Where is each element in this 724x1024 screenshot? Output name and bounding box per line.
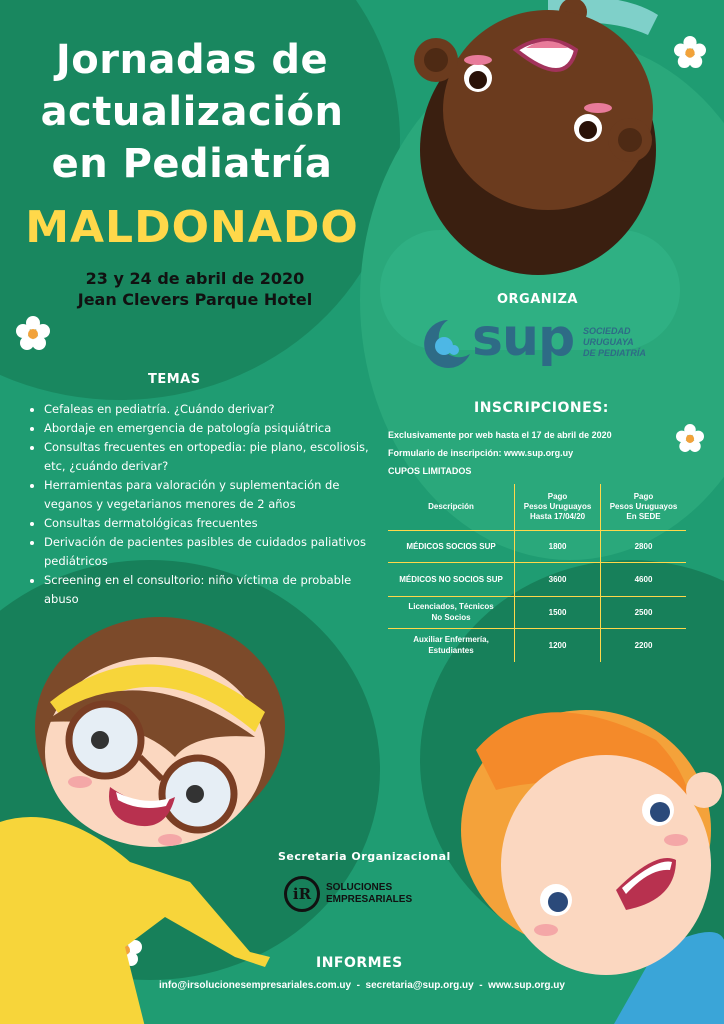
inscripciones-cupos: CUPOS LIMITADOS [388,466,472,476]
sup-mother-child-icon [418,316,472,372]
column-header-sede [601,484,686,530]
inscripciones-deadline: Exclusivamente por web hasta el 17 de abril de 2020 [388,430,612,440]
sup-logo-word: sup [472,308,575,368]
fee-early: 1500 [515,596,601,628]
fee-description-line: No Socios [431,613,471,622]
fee-description-line: Licenciados, Técnicos [408,602,494,611]
title-line: Jornadas de [55,37,329,83]
temas-list [30,400,374,609]
fee-description [388,628,515,662]
tema-item: • Derivación de pacientes pasibles de cuidados paliativos pediátricos [44,533,374,571]
ir-logo-text [326,882,412,906]
fee-description-line: Auxiliar Enfermería, [413,635,489,645]
ir-logo [284,876,444,916]
fee-description [388,596,515,628]
tema-item: • Cefaleas en pediatría. ¿Cuándo derivar? [44,400,374,419]
event-dates: 23 y 24 de abril de 2020 [85,269,305,288]
event-details [30,268,360,310]
child-illustration-boy [436,690,724,1024]
title-line: actualización [40,89,344,135]
event-city: MALDONADO [25,202,359,253]
tema-item: • Consultas frecuentes en ortopedia: pie plano, escoliosis, etc, ¿cuándo derivar? [44,438,374,476]
ir-logo-line: SOLUCIONES [326,882,393,893]
header-line: Hasta 17/04/20 [529,511,586,521]
inscripciones-heading: INSCRIPCIONES: [474,400,609,416]
inscripciones-info [388,426,708,480]
tema-item: • Consultas dermatológicas frecuentes [44,514,374,533]
organiza-heading: ORGANIZA [497,292,578,307]
fee-description: MÉDICOS SOCIOS SUP [388,530,515,562]
sup-logo-line: DE PEDIATRÍA [583,348,646,358]
sup-logo-line: SOCIEDAD [583,326,631,336]
header-line: Pago [633,491,654,501]
event-title [22,34,362,190]
table-row [388,562,686,596]
header-line: Pago [547,491,568,501]
fee-sede: 4600 [601,562,686,596]
ir-logo-line: EMPRESARIALES [326,894,413,905]
title-line: en Pediatría [51,141,333,187]
header-line: En SEDE [626,511,661,521]
table-header-row [388,484,686,530]
tema-item: • Herramientas para valoración y suplementación de veganos y vegetarianos menores de 2 años [44,476,374,514]
fee-sede: 2800 [601,530,686,562]
column-header-early [515,484,601,530]
header-line: Pesos Uruguayos [609,501,678,511]
column-header-description: Descripción [388,484,515,530]
informes-heading: INFORMES [316,955,403,971]
temas-heading: TEMAS [148,372,201,387]
table-row [388,530,686,562]
flower-icon [16,316,50,350]
table-row [388,596,686,628]
header-line: Pesos Uruguayos [523,501,592,511]
child-illustration-girl [0,612,310,1024]
sup-logo-subtitle [583,326,646,359]
secretaria-heading: Secretaria Organizacional [278,850,451,863]
fee-early: 1200 [515,628,601,662]
ir-logo-mark: iR [284,876,320,912]
event-venue: Jean Clevers Parque Hotel [77,290,313,309]
child-illustration-top [398,0,688,280]
fee-sede: 2200 [601,628,686,662]
table-row [388,628,686,662]
sup-logo [418,308,678,376]
inscripciones-form: Formulario de inscripción: www.sup.org.uy [388,448,574,458]
fees-table [388,484,686,662]
informes-contact: info@irsolucionesempresariales.com.uy - secretaria@sup.org.uy - www.sup.org.uy [159,980,565,991]
fee-early: 3600 [515,562,601,596]
tema-item: • Abordaje en emergencia de patología psiquiátrica [44,419,374,438]
tema-item: • Screening en el consultorio: niño víctima de probable abuso [44,571,374,609]
fee-description-line: Estudiantes [428,646,474,656]
fee-description: MÉDICOS NO SOCIOS SUP [388,562,515,596]
fee-sede: 2500 [601,596,686,628]
fee-early: 1800 [515,530,601,562]
sup-logo-line: URUGUAYA [583,337,634,347]
